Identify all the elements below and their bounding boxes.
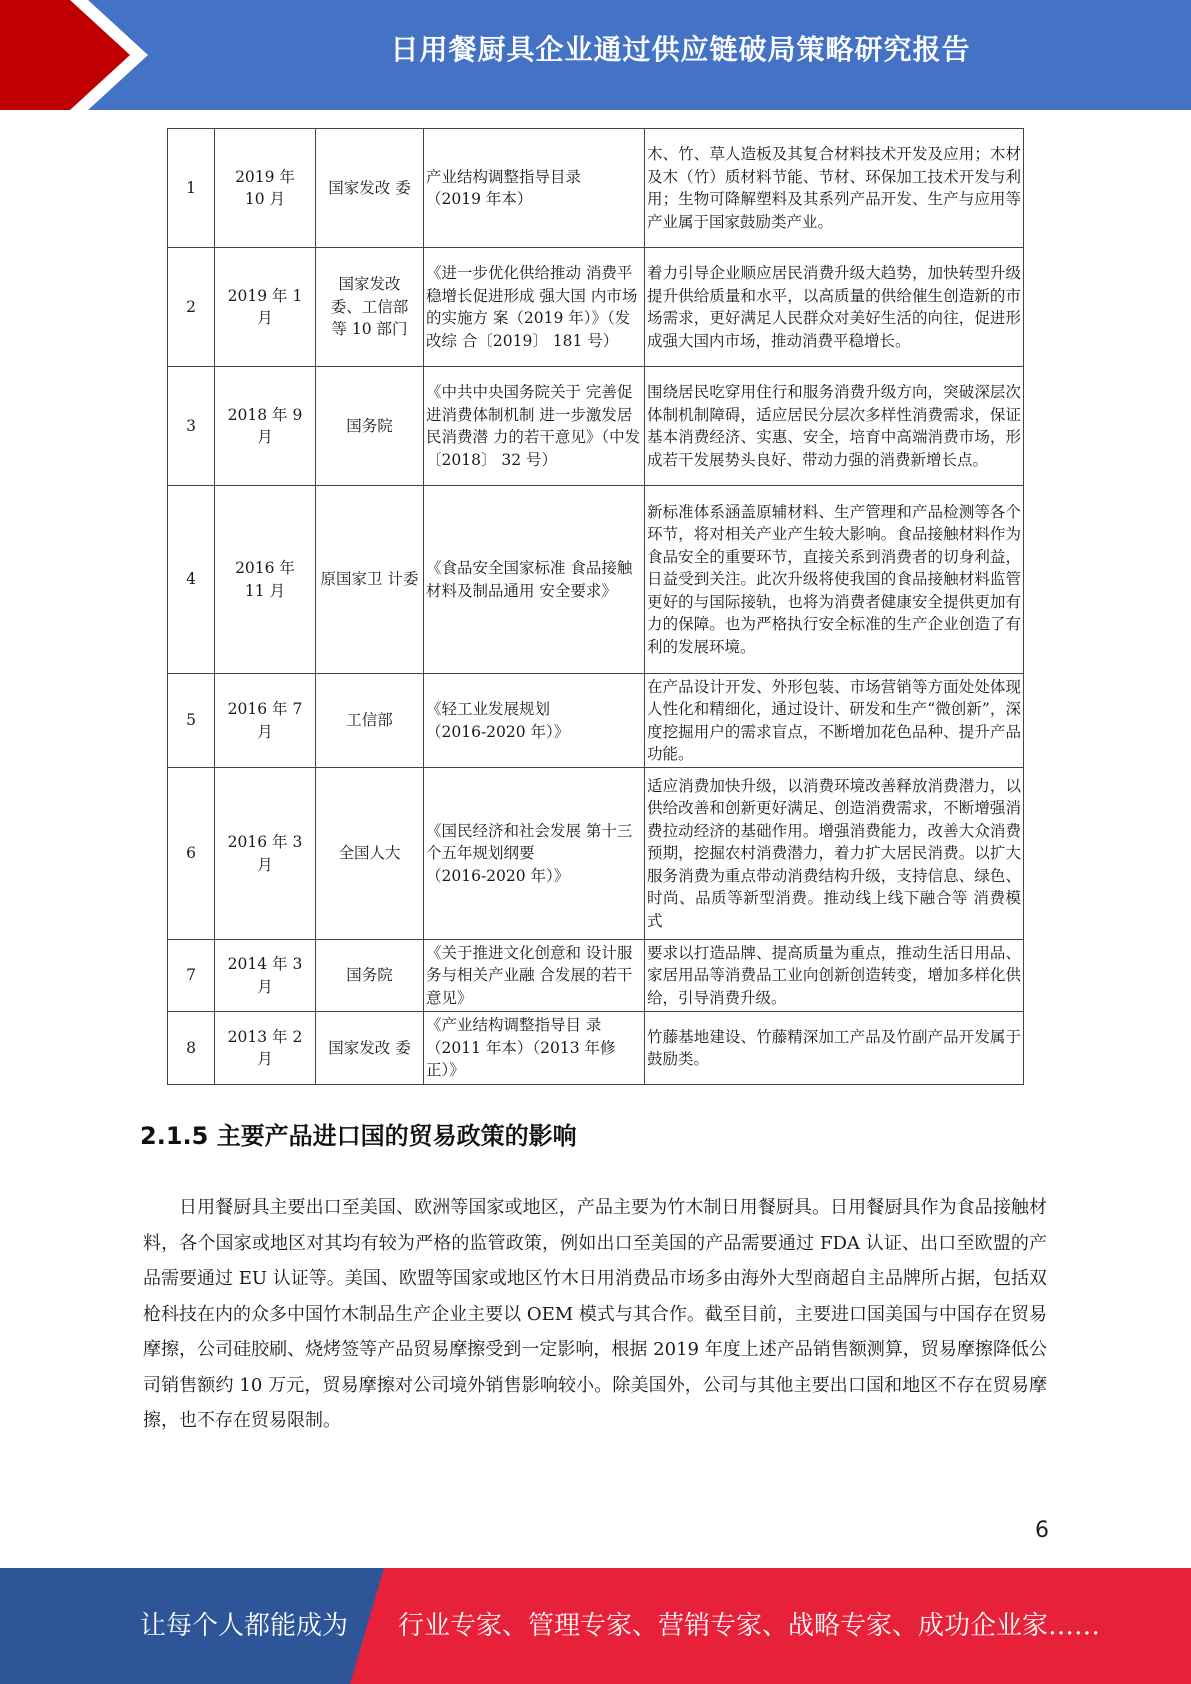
table-row [168, 129, 1024, 248]
table-row [168, 1012, 1024, 1085]
row-issuer [316, 1012, 424, 1085]
row-document-text: 《轻工业发展规划 （2016-2020 年）》 [426, 700, 570, 741]
row-document [424, 129, 645, 248]
row-description [645, 1012, 1024, 1085]
row-number [168, 1012, 215, 1085]
row-description-text: 在产品设计开发、外形包装、市场营销等方面处处体现人性化和精细化，通过设计、研发和生产“微创新”，深度挖掘用户的需求盲点，不断增加花色品种、提升产品功能。 [647, 677, 1021, 763]
row-document-text: 《关于推进文化创意和 设计服务与相关产业融 合发展的若干意见》 [426, 943, 633, 1007]
row-document [424, 1012, 645, 1085]
row-description [645, 248, 1024, 367]
row-issuer [316, 486, 424, 674]
row-issuer [316, 674, 424, 768]
row-issuer-text: 国务院 [346, 416, 393, 435]
footer-slogan-left: 让每个人都能成为 [140, 1611, 349, 1641]
row-description [645, 674, 1024, 768]
row-description-text: 新标准体系涵盖原辅材料、生产管理和产品检测等各个环节，将对相关产业产生较大影响。食品接触材料作为食品安全的重要环节，直接关系到消费者的切身利益，日益受到关注。此次升级将使我国的食品接触材料监管更好的与国际接轨，也将为消费者健康安全提供更加有力的保障。也为严格执行安全标准的生产企业创造了有利的发展环境。 [647, 502, 1021, 656]
row-number-text: 6 [186, 844, 196, 863]
row-number [168, 768, 215, 940]
row-date-text: 2016 年 3 月 [227, 833, 303, 874]
row-description [645, 367, 1024, 486]
row-date [215, 940, 316, 1012]
row-document-text: 《进一步优化供给推动 消费平稳增长促进形成 强大国 内市场的实施方 案（2019 年）》（发改综 合〔2019〕 181 号） [426, 264, 638, 350]
row-number-text: 8 [186, 1038, 196, 1057]
row-issuer [316, 248, 424, 367]
table-row [168, 486, 1024, 674]
row-date-text: 2019 年 1 月 [227, 286, 303, 327]
row-description [645, 940, 1024, 1012]
row-number-text: 5 [186, 711, 196, 730]
row-date [215, 129, 316, 248]
row-description [645, 768, 1024, 940]
row-document [424, 940, 645, 1012]
page-footer [0, 1568, 1191, 1684]
row-date-text: 2019 年 10 月 [235, 167, 295, 208]
row-date [215, 486, 316, 674]
row-number [168, 486, 215, 674]
row-document [424, 248, 645, 367]
row-number [168, 367, 215, 486]
row-number [168, 940, 215, 1012]
table-row [168, 367, 1024, 486]
row-issuer-text: 全国人大 [338, 844, 401, 863]
page-header [0, 0, 1191, 110]
row-document [424, 674, 645, 768]
row-date [215, 768, 316, 940]
row-date [215, 367, 316, 486]
row-issuer [316, 940, 424, 1012]
row-number-text: 4 [186, 570, 196, 589]
row-number-text: 2 [186, 297, 196, 316]
row-document [424, 486, 645, 674]
row-number-text: 1 [186, 178, 196, 197]
row-issuer [316, 129, 424, 248]
row-number [168, 248, 215, 367]
row-description-text: 适应消费加快升级，以消费环境改善释放消费潜力，以供给改善和创新更好满足、创造消费需求，不断增强消费拉动经济的基础作用。增强消费能力，改善大众消费预期，挖掘农村消费潜力，着力扩大居民消费。以扩大服务消费为重点带动消费结构升级，支持信息、绿色、 时尚、品质等新型消费。推动线上线下融合等 消费模式 [647, 776, 1021, 930]
row-document-text: 《产业结构调整指导目 录（2011 年本）（2013 年修正）》 [426, 1016, 616, 1080]
header-chevron-decoration [0, 0, 160, 110]
row-date-text: 2014 年 3 月 [227, 955, 303, 996]
footer-slogan-right: 行业专家、管理专家、营销专家、战略专家、成功企业家…… [398, 1611, 1101, 1641]
row-date [215, 674, 316, 768]
body-paragraph: 日用餐厨具主要出口至美国、欧洲等国家或地区，产品主要为竹木制日用餐厨具。日用餐厨具作为食品接触材料，各个国家或地区对其均有较为严格的监管政策，例如出口至美国的产品需要通过 FDA 认证、出口至欧盟的产品需要通过 EU 认证等。美国、欧盟等国家或地区竹木日用消费品市场多由海外大型商超自主品牌所占据，包括双枪科技在内的众多中国竹木制品生产企业主要以 OEM 模式与其合作。截至目前，主要进口国美国与中国存在贸易摩擦，公司硅胶刷、烧烤签等产品贸易摩擦受到一定影响，根据 2019 年度上述产品销售额测算，贸易摩擦降低公司销售额约 10 万元，贸易摩擦对公司境外销售影响较小。除美国外，公司与其他主要出口国和地区不存在贸易摩擦，也不存在贸易限制。 [143, 1197, 1047, 1431]
row-issuer-text: 国家发改 委 [328, 1038, 411, 1057]
row-date-text: 2018 年 9 月 [227, 405, 303, 446]
row-document-text: 产业结构调整指导目录 （2019 年本） [426, 167, 582, 208]
row-description [645, 129, 1024, 248]
row-number [168, 129, 215, 248]
section-heading: 2.1.5 主要产品进口国的贸易政策的影响 [140, 1122, 577, 1150]
row-issuer-text: 原国家卫 计委 [320, 570, 419, 589]
row-document-text: 《中共中央国务院关于 完善促进消费体制机制 进一步激发居民消费潜 力的若干意见》（中发 〔2018〕 32 号） [426, 383, 641, 469]
row-number [168, 674, 215, 768]
table-row [168, 940, 1024, 1012]
row-description-text: 围绕居民吃穿用住行和服务消费升级方向，突破深层次体制机制障碍，适应居民分层次多样性消费需求，保证基本消费经济、实惠、安全，培育中高端消费市场，形成若干发展势头良好、带动力强的消费新增长点。 [647, 383, 1021, 469]
row-date-text: 2016 年 7 月 [227, 700, 303, 741]
row-issuer-text: 工信部 [346, 711, 393, 730]
policy-table [167, 128, 1024, 1085]
row-issuer [316, 367, 424, 486]
row-date-text: 2013 年 2 月 [227, 1027, 303, 1068]
row-date [215, 1012, 316, 1085]
report-title: 日用餐厨具企业通过供应链破局策略研究报告 [390, 33, 971, 66]
row-issuer-text: 国务院 [346, 966, 393, 985]
table-row [168, 768, 1024, 940]
row-issuer-text: 国家发改 委、工信部 等 10 部门 [330, 275, 409, 339]
row-number-text: 7 [186, 966, 196, 985]
row-issuer [316, 768, 424, 940]
row-description-text: 竹藤基地建设、竹藤精深加工产品及竹副产品开发属于鼓励类。 [647, 1027, 1021, 1068]
row-document [424, 768, 645, 940]
row-date-text: 2016 年 11 月 [235, 559, 295, 600]
row-description-text: 要求以打造品牌、提高质量为重点，推动生活日用品、家居用品等消费品工业向创新创造转变，增加多样化供给，引导消费升级。 [647, 943, 1021, 1007]
row-date [215, 248, 316, 367]
row-description-text: 木、竹、草人造板及其复合材料技术开发及应用；木材及木（竹）质材料节能、节材、环保加工技术开发与利用；生物可降解塑料及其系列产品开发、生产与应用等产业属于国家鼓励类产业。 [647, 145, 1021, 231]
row-number-text: 3 [186, 416, 196, 435]
row-document [424, 367, 645, 486]
table-row [168, 674, 1024, 768]
row-description-text: 着力引导企业顺应居民消费升级大趋势，加快转型升级提升供给质量和水平，以高质量的供给催生创造新的市场需求，更好满足人民群众对美好生活的向往，促进形成强大国内市场，推动消费平稳增长。 [647, 264, 1021, 350]
table-row [168, 248, 1024, 367]
row-description [645, 486, 1024, 674]
page-number: 6 [1035, 1518, 1049, 1543]
row-issuer-text: 国家发改 委 [328, 178, 411, 197]
row-document-text: 《国民经济和社会发展 第十三个五年规划纲要 （2016-2020 年）》 [426, 821, 633, 885]
row-document-text: 《食品安全国家标准 食品接触材料及制品通用 安全要求》 [426, 559, 633, 600]
